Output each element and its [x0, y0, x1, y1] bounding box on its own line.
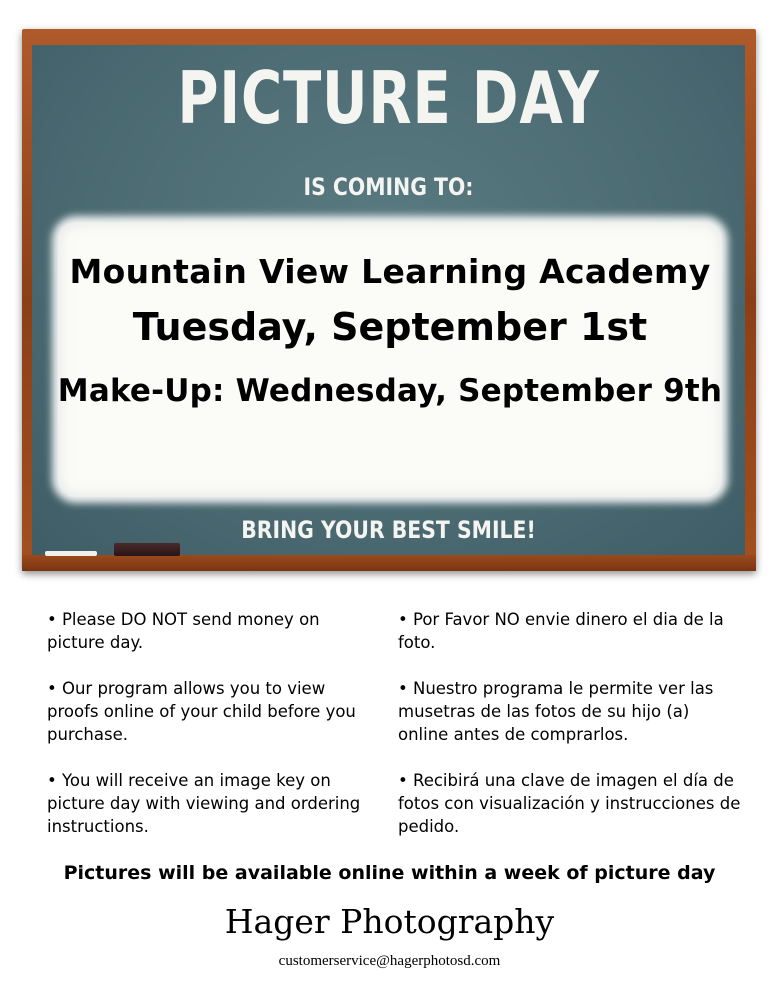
spanish-bullet-list [398, 608, 743, 861]
poster-title: PICTURE DAY [177, 56, 600, 140]
chalk-piece [45, 551, 97, 556]
contact-email: customerservice@hagerphotosd.com [278, 953, 501, 969]
list-item: • Please DO NOT send money on picture day. [47, 610, 320, 652]
chalk-ledge [22, 555, 756, 571]
tagline: BRING YOUR BEST SMILE! [241, 516, 536, 544]
school-name: Mountain View Learning Academy [69, 252, 711, 291]
list-item: • Recibirá una clave de imagen el día de fotos con visualización y instrucciones de pedido. [398, 771, 741, 836]
list-item: • You will receive an image key on picture day with viewing and ordering instructions. [47, 771, 361, 836]
list-item: • Our program allows you to view proofs online of your child before you purchase. [47, 679, 356, 744]
availability-notice: Pictures will be available online within a week of picture day [63, 862, 716, 884]
poster-subtitle: IS COMING TO: [303, 173, 474, 201]
english-bullet-list [47, 608, 377, 861]
list-item: • Por Favor NO envie dinero el dia de la foto. [398, 610, 724, 652]
list-item: • Nuestro programa le permite ver las musetras de las fotos de su hijo (a) online antes de comprarlos. [398, 679, 714, 744]
picture-date: Tuesday, September 1st [132, 305, 648, 349]
makeup-date: Make-Up: Wednesday, September 9th [57, 373, 723, 409]
company-name: Hager Photography [224, 902, 555, 941]
